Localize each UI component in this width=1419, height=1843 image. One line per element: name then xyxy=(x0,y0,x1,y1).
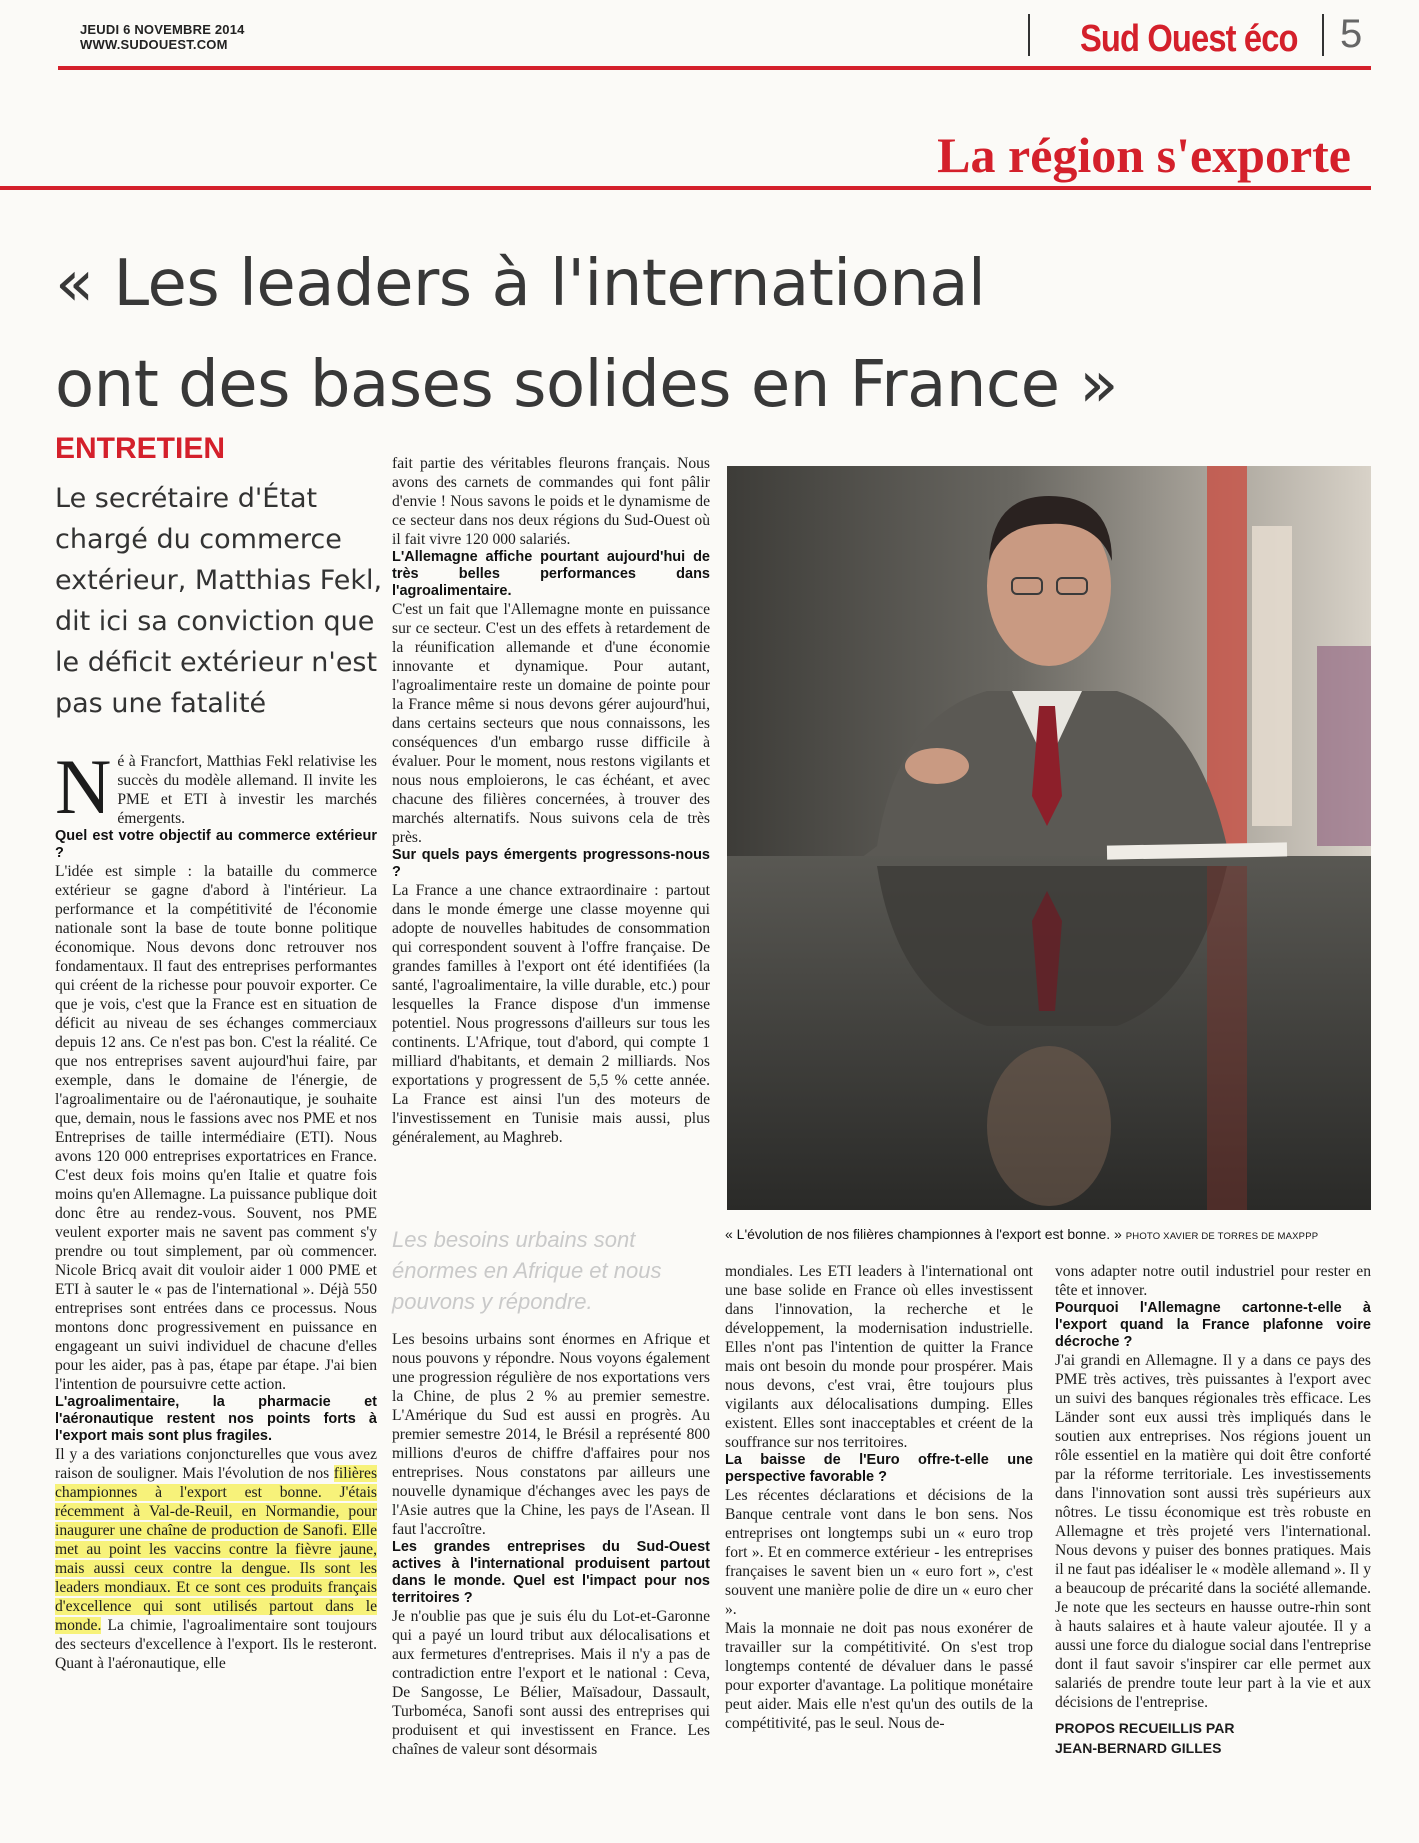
masthead-dateline xyxy=(80,22,245,52)
question-3: L'Allemagne affiche pourtant aujourd'hui de très belles performances dans l'agroalimentaire. xyxy=(392,549,710,599)
byline-label: PROPOS RECUEILLIS PAR xyxy=(1055,1720,1235,1736)
caption-text: « L'évolution de nos filières championnes à l'export est bonne. » xyxy=(725,1226,1122,1242)
column-1 xyxy=(55,743,378,1673)
column-4 xyxy=(1055,1262,1371,1758)
answer-2-end: La chimie, l'agroalimentaire sont toujours des secteurs d'excellence à l'export. Ils le resteront. Quant à l'aéronautique, elle xyxy=(55,1617,377,1672)
masthead-separator xyxy=(1028,14,1030,56)
masthead-separator-2 xyxy=(1322,14,1324,56)
column-3-continuation: mondiales. Les ETI leaders à l'international ont une base solide en France où elles investissent dans l'innovation, la recherche et le développement, la modernisation industrielle. Elles n'ont pas l'intention de quitter la France mais ont besoin du monde pour prospérer. Mais nous devons, c'est vrai, être toujours plus vigilants aux délocalisations dumping. Elles existent. Elles sont inacceptables et créent de la souffrance sur nos territoires. xyxy=(725,1263,1033,1451)
photo-caption xyxy=(725,1226,1318,1242)
headline xyxy=(55,234,1355,436)
issue-date: JEUDI 6 NOVEMBRE 2014 xyxy=(80,22,245,37)
pull-quote: Les besoins urbains sont énormes en Afrique et nous pouvons y répondre. xyxy=(392,1227,662,1314)
website-url: WWW.SUDOUEST.COM xyxy=(80,37,228,52)
intro-paragraph xyxy=(55,743,377,830)
answer-3: C'est un fait que l'Allemagne monte en puissance sur ce secteur. C'est un des effets à retardement de la réunification allemande et d'une économie innovante et dynamique. Pour autant, l'agroalimentaire reste un domaine de pointe pour la France même si nous devons gérer aujourd'hui, dans certains secteurs que nous connaissons, les conséquences d'un embargo russe difficile à évaluer. Pour le moment, nous restons vigilants et nous nous emploierons, le cas échéant, et avec chacune des filières concernées, à trouver des marchés alternatifs. Nous suivons cela de très près. xyxy=(392,601,710,846)
answer-1: L'idée est simple : la bataille du commerce extérieur se gagne d'abord à l'intérieur. La performance et la compétitivité de l'économie nationale sont la base de toute bonne politique économique. Nous devons donc retrouver nos fondamentaux. Il faut des entreprises performantes qui créent de la richesse pour pouvoir exporter. Ce que je vois, c'est que la France est en situation de déficit au niveau de ses échanges commerciaux depuis 12 ans. Ce n'est pas bon. C'est la réalité. Ce que nos entreprises savent aujourd'hui faire, par exemple, dans le domaine de l'énergie, de l'agroalimentaire ou de l'aéronautique, je souhaite que, demain, nous le fassions avec nos PME et nos Entreprises de taille intermédiaire (ETI). Nous avons 120 000 entreprises exportatrices en France. C'est deux fois moins qu'en Italie et quatre fois moins qu'en Allemagne. La puissance publique doit donc être au rendez-vous. Souvent, nos PME veulent exporter mais ne savent pas comment s'y prendre ou tout simplement, par où commencer. Nicole Bricq avait dit vouloir aider 1 000 PME et ETI à sauter le « pas de l'international ». Déjà 550 entreprises sont entrées dans ce processus. Nous montons donc progressivement en puissance en engageant un suivi individuel de chacune d'elles pour les aider, pas à pas, étape par étape. J'ai bien l'intention de poursuivre cette action. xyxy=(55,863,377,1393)
headline-line-2: ont des bases solides en France » xyxy=(55,348,1118,422)
question-6: La baisse de l'Euro offre-t-elle une perspective favorable ? xyxy=(725,1452,1033,1485)
drop-cap: N xyxy=(55,743,112,830)
column-2-continuation: fait partie des véritables fleurons français. Nous avons des carnets de commandes qui font pâlir d'envie ! Nous savons le poids et le dynamisme de ce secteur dans nos deux régions du Sud-Ouest où il fait vivre 120 000 salariés. xyxy=(392,455,710,548)
byline xyxy=(1055,1718,1371,1758)
answer-5: Je n'oublie pas que je suis élu du Lot-et-Garonne qui a payé un lourd tribut aux délocalisations et aux fermetures d'entreprises. Mais il n'y a pas de contradiction entre l'export et le national : Ceva, De Sangosse, Le Bélier, Maïsadour, Dassault, Turboméca, Sanofi sont aussi des entreprises qui produisent et qui investissent en France. Les chaînes de valeur sont désormais xyxy=(392,1608,710,1758)
answer-2-start: Il y a des variations conjoncturelles que vous avez raison de souligner. Mais l'évolution de nos xyxy=(55,1446,377,1482)
answer-6: Les récentes déclarations et décisions de la Banque centrale vont dans le bon sens. Nos entreprises ont longtemps subi un « euro trop fort ». Et en commerce extérieur - les entreprises françaises le savent bien un « euro fort », c'est souvent une manière polie de dire un « euro cher ». xyxy=(725,1487,1033,1618)
column-3 xyxy=(725,1262,1033,1733)
page-number: 5 xyxy=(1340,12,1363,56)
question-5: Les grandes entreprises du Sud-Ouest actives à l'international produisent partout dans le monde. Quel est l'impact pour nos territoires ? xyxy=(392,1539,710,1606)
headline-line-1: « Les leaders à l'international xyxy=(55,247,986,321)
kicker: ENTRETIEN xyxy=(55,432,226,465)
answer-4: La France a une chance extraordinaire : partout dans le monde émerge une classe moyenne qui adopte de nouvelles habitudes de consommation qui correspondent souvent à l'offre française. De grandes familles à l'export ont été identifiées (la santé, l'agroalimentaire, la ville durable, etc.) pour lesquelles la France dispose d'un immense potentiel. Nous progressons d'ailleurs sur tous les continents. L'Afrique, tout d'abord, qui compte 1 milliard d'habitants, et demain 2 milliards. Nos exportations y progressent de 5,5 % cette année. La France est ainsi l'un des moteurs de l'investissement en Tunisie mais aussi, plus généralement, au Maghreb. xyxy=(392,882,710,1146)
section-brand: Sud Ouest éco xyxy=(1080,18,1298,60)
portrait-photo xyxy=(727,466,1371,1210)
top-red-rule xyxy=(58,66,1371,70)
question-1: Quel est votre objectif au commerce extérieur ? xyxy=(55,828,377,861)
answer-7: J'ai grandi en Allemagne. Il y a dans ce pays des PME très actives, très puissantes à l'export avec un suivi des banques régionales très efficace. Les Länder sont eux aussi très impliqués dans le soutien aux entreprises. Nos régions jouent un rôle essentiel en la matière qui doit être conforté par la réforme territoriale. Les investissements dans l'innovation sont aussi très supérieurs aux nôtres. Le tissu économique est très robuste en Allemagne et très projeté vers l'international. Nous devons y puiser des bonnes pratiques. Mais il ne faut pas idéaliser le « modèle allemand ». Il y a beaucoup de précarité dans la société allemande. Je note que les secteurs en hausse outre-rhin sont à hauts salaires et à haute valeur ajoutée. Il y a aussi une force du dialogue social dans l'entreprise dont il faut savoir s'inspirer car elle permet aux salariés de prendre toute leur part à la vie et aux décisions de l'entreprise. xyxy=(1055,1352,1371,1711)
answer-6-continued: Mais la monnaie ne doit pas nous exonérer de travailler sur la compétitivité. On s'est trop longtemps contenté de dévaluer dans le passé pour exporter d'avantage. La politique monétaire peut aider. Mais elle n'est qu'un des outils de la compétitivité, pas le seul. Nous de- xyxy=(725,1620,1033,1732)
answer-2 xyxy=(55,1445,377,1673)
question-2: L'agroalimentaire, la pharmacie et l'aéronautique restent nos points forts à l'export mais sont plus fragiles. xyxy=(55,1394,377,1444)
section-title: La région s'exporte xyxy=(937,127,1351,183)
byline-author: JEAN-BERNARD GILLES xyxy=(1055,1740,1222,1756)
column-2 xyxy=(392,454,710,1147)
highlighted-passage: filières championnes à l'export est bonne. J'étais récemment à Val-de-Reuil, en Normandie, pour inaugurer une chaîne de production de Sanofi. Elle met au point les vaccins contre la fièvre jaune, mais aussi ceux contre la dengue. Ils sont les leaders mondiaux. Et ce sont ces produits français d'excellence qui sont utilisés partout dans le monde. xyxy=(55,1465,378,1634)
answer-4-continued: Les besoins urbains sont énormes en Afrique et nous pouvons y répondre. Nous voyons également une progression régulière de nos exportations vers la Chine, de plus 2 % au premier semestre. L'Amérique du Sud est aussi en progrès. Au premier semestre 2014, le Brésil a représenté 800 millions d'euros de chiffre d'affaires pour nos entreprises. Nous constatons par ailleurs une nouvelle dynamique d'échanges avec les pays de l'Asie autres que la Chine, les pays de l'Asean. Il faut l'accroître. xyxy=(392,1331,710,1538)
photo-illustration xyxy=(727,466,1371,1210)
column-2-lower xyxy=(392,1330,710,1759)
intro-text: é à Francfort, Matthias Fekl relativise les succès du modèle allemand. Il invite les PME et ETI à investir les marchés émergents. xyxy=(117,753,377,827)
column-4-continuation: vons adapter notre outil industriel pour rester en tête et innover. xyxy=(1055,1263,1371,1299)
chapeau: Le secrétaire d'État chargé du commerce extérieur, Matthias Fekl, dit ici sa conviction que le déficit extérieur n'est pas une fatalité xyxy=(55,483,383,719)
photo-credit: PHOTO XAVIER DE TORRES DE MAXPPP xyxy=(1125,1231,1319,1242)
question-7: Pourquoi l'Allemagne cartonne-t-elle à l'export quand la France plafonne voire décroche ? xyxy=(1055,1300,1371,1350)
question-4: Sur quels pays émergents progressons-nous ? xyxy=(392,847,710,880)
section-red-rule xyxy=(0,186,1371,190)
